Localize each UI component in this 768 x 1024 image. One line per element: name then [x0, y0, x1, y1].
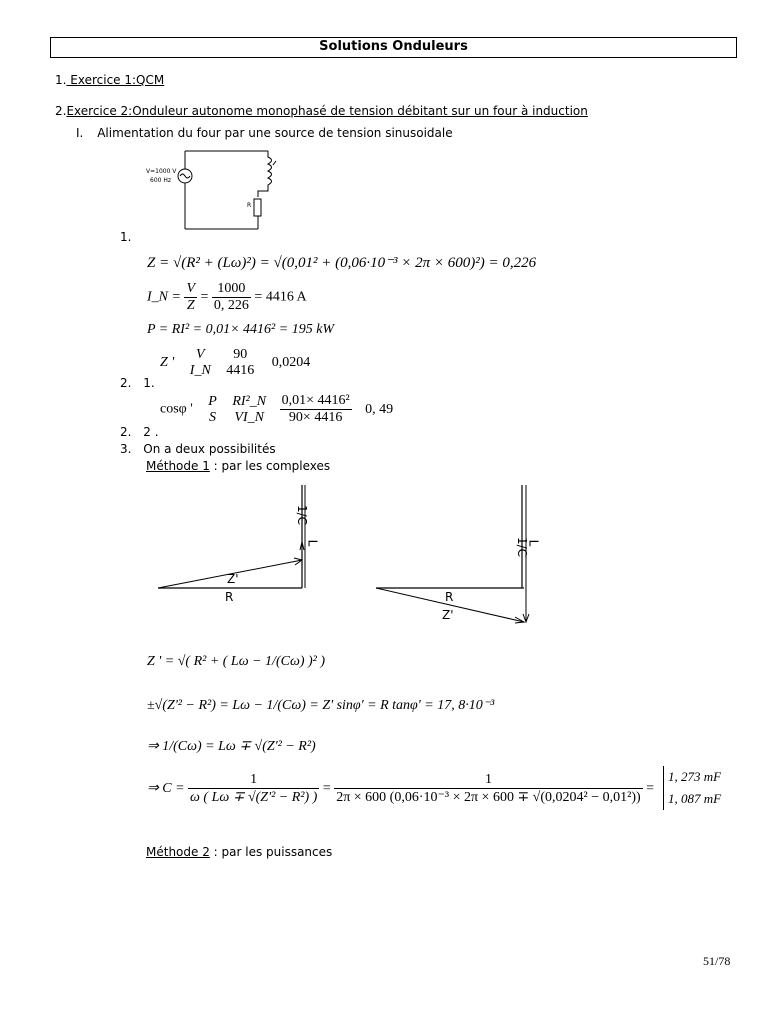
- in-frac1-num: V: [186, 281, 196, 296]
- in-frac2-num: 1000: [212, 281, 251, 298]
- diagram1-z-label: Z': [227, 572, 239, 586]
- z-equation: Z = √(R² + (Lω)²) = √(0,01² + (0,06·10⁻³ × 2π × 600)²) = 0,226: [147, 255, 537, 271]
- exercise-1-label: Exercice 1:QCM: [66, 73, 165, 87]
- q2-2-number: [120, 425, 159, 439]
- zprime-frac2-den: 4416: [226, 363, 255, 378]
- diagram2-z-label: Z': [442, 608, 454, 622]
- zprime-frac1-num: V: [196, 347, 205, 362]
- page-number: 51/78: [703, 954, 731, 968]
- part-1-label: Alimentation du four par une source de tension sinusoidale: [97, 126, 453, 140]
- part-1-roman: I.: [76, 126, 84, 140]
- page-title: Solutions Onduleurs: [319, 39, 468, 54]
- q1-number: 1.: [120, 230, 132, 244]
- capacitance-result-2: 1, 087 mF: [668, 791, 722, 806]
- in-frac1-den: Z: [186, 298, 195, 313]
- zprime-result: 0,0204: [271, 355, 311, 371]
- diagram2-r-label: R: [445, 590, 454, 604]
- method-1-desc: : par les complexes: [209, 459, 331, 473]
- source-voltage-label: V=1000 V: [146, 168, 177, 175]
- method-2-desc: : par les puissances: [209, 845, 333, 859]
- cosphi-frac2-num: RI²_N: [232, 393, 267, 409]
- exercise-2-heading: [55, 104, 588, 118]
- q3-number: 3.: [120, 442, 132, 456]
- circuit-r-label: R: [247, 202, 252, 209]
- in-lhs: I_N =: [147, 289, 181, 305]
- cosphi-result: 0, 49: [365, 401, 394, 417]
- method-1-label: Méthode 1: [146, 459, 210, 473]
- impedance-diagram-1: [150, 480, 320, 610]
- diagram1-r-label: R: [225, 590, 234, 604]
- inverse-c-equation: ⇒ 1/(Cω) = Lω ∓ √(Z'² − R²): [147, 739, 316, 754]
- exercise-2-label: Exercice 2:Onduleur autonome monophasé de tension débitant sur un four à induction: [66, 104, 588, 118]
- cosphi-frac1-num: P: [208, 393, 217, 409]
- capacitance-results: [663, 766, 721, 810]
- in-frac2-den: 0, 226: [213, 298, 249, 313]
- exercise-1-number: 1.: [55, 73, 67, 87]
- exercise-2-number: 2.: [55, 104, 67, 118]
- cosphi-equation: [160, 393, 393, 426]
- part-1-heading: [76, 126, 453, 140]
- in-equation: I_N = $\frac{V}{Z}$ = $\frac{1000}{0, 226}$ = 4416 A: [147, 281, 307, 313]
- rl-circuit-diagram: [140, 145, 290, 235]
- p-equation: P = RI² = 0,01× 4416² = 195 kW: [147, 322, 335, 337]
- cosphi-frac2-den: VI_N: [234, 409, 264, 425]
- diagram2-l-label: L: [526, 539, 541, 547]
- cosphi-frac3-den: 90× 4416: [288, 410, 343, 425]
- diagram2-c-label: 1/C: [515, 536, 530, 558]
- method-2-heading: [146, 845, 332, 859]
- diagram1-l-label: L: [305, 539, 320, 547]
- q3-heading: [120, 442, 276, 456]
- in-result: = 4416 A: [254, 289, 307, 305]
- q2-num2: 2.: [120, 425, 132, 439]
- zprime-lhs: Z ': [160, 355, 175, 371]
- q2-sub2: 2 .: [143, 425, 159, 439]
- capacitance-lhs: ⇒ C =: [147, 781, 185, 797]
- q3-intro: On a deux possibilités: [143, 442, 276, 456]
- zprime-frac2-num: 90: [233, 347, 248, 362]
- cosphi-frac1-den: S: [209, 409, 217, 425]
- method-1-heading: [146, 459, 330, 473]
- source-frequency-label: 600 Hz: [150, 177, 172, 184]
- cosphi-frac3-num: 0,01× 4416²: [281, 393, 350, 408]
- diagram1-c-label: 1/C: [295, 504, 310, 526]
- zprime-frac1-den: I_N: [189, 363, 211, 378]
- exercise-1-heading: [55, 73, 164, 87]
- zprime-equation: [160, 347, 310, 379]
- q2-sub: 1.: [143, 376, 155, 390]
- cosphi-lhs: cosφ ': [160, 401, 193, 417]
- q2-num: 2.: [120, 376, 132, 390]
- zprime-complex-equation: Z ' = √( R² + ( Lω − 1/(Cω) )² ): [147, 654, 326, 669]
- sin-phi-equation: ±√(Z'² − R²) = Lω − 1/(Cω) = Z' sinφ' = R tanφ' = 17, 8·10⁻³: [147, 698, 495, 713]
- capacitance-denominator: 2π × 600 (0,06·10⁻³ × 2π × 600 ∓ √(0,0204² − 0,01²)): [336, 790, 641, 805]
- capacitance-equation: ⇒ C = $\frac{1}{\text{ω ( Lω ∓ √(Z'² − R²) )}}$ = $\frac{1}{\text{2π × 600 (0,06·10⁻³ × 2π × 600 ∓ √(0,0204² − 0,01²))}}$ =: [147, 772, 655, 805]
- capacitance-result-1: 1, 273 mF: [668, 769, 722, 784]
- method-2-label: Méthode 2: [146, 845, 210, 859]
- q2-number: [120, 376, 155, 390]
- title-box: [50, 37, 737, 58]
